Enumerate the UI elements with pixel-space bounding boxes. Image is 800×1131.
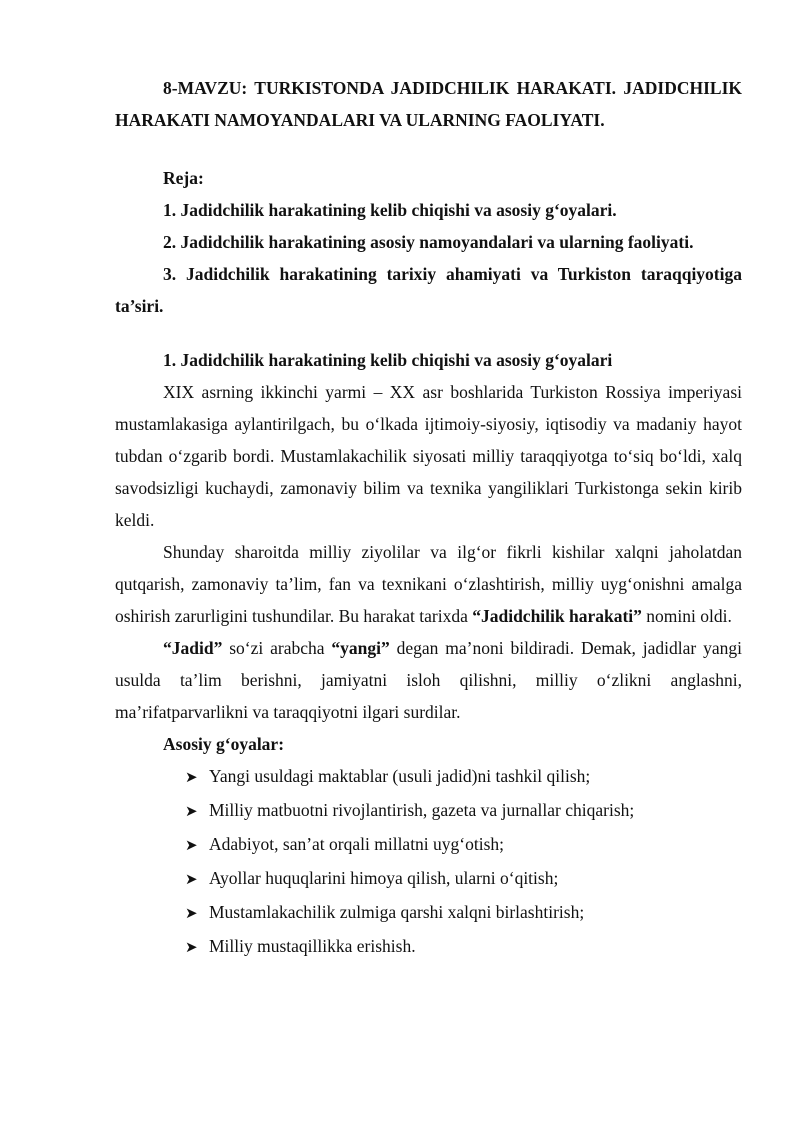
plan-item-1: 1. Jadidchilik harakatining kelib chiqishi va asosiy g‘oyalari. (163, 200, 617, 220)
arrow-bullet-icon: ➤ (185, 872, 198, 888)
goals-heading: Asosiy g‘oyalar: (163, 734, 285, 754)
arrow-bullet-icon: ➤ (185, 838, 198, 854)
paragraph-3-term-1: “Jadid” (163, 638, 223, 658)
list-item (185, 862, 742, 896)
paragraph-3 (115, 632, 742, 728)
list-item (185, 760, 742, 794)
list-item-text: Ayollar huquqlarini himoya qilish, ularni o‘qitish; (209, 868, 559, 888)
page-title: 8-MAVZU: TURKISTONDA JADIDCHILIK HARAKATI. JADIDCHILIK HARAKATI NAMOYANDALARI VA ULARNING FAOLIYATI. (115, 78, 742, 130)
arrow-bullet-icon: ➤ (185, 940, 198, 956)
arrow-bullet-icon: ➤ (185, 906, 198, 922)
paragraph-2 (115, 536, 742, 632)
paragraph-2-tail: nomini oldi. (641, 606, 732, 626)
paragraph-1: XIX asrning ikkinchi yarmi – XX asr boshlarida Turkiston Rossiya imperiyasi mustamlakasiga aylantirilgach, bu o‘lkada ijtimoiy-siyosiy, iqtisodiy va madaniy hayot tubdan o‘zgarib bordi. Mustamlakachilik siyosati milliy taraqqiyotga to‘siq bo‘ldi, xalq savodsizligi kuchaydi, zamonaviy bilim va texnika yangiliklari Turkistonga sekin kirib keldi. (115, 382, 742, 530)
plan-heading: Reja: (163, 168, 204, 188)
list-item-text: Adabiyot, san’at orqali millatni uyg‘otish; (209, 834, 505, 854)
spacer (115, 322, 742, 344)
plan-item-2: 2. Jadidchilik harakatining asosiy namoyandalari va ularning faoliyati. (163, 232, 694, 252)
arrow-bullet-icon: ➤ (185, 770, 198, 786)
spacer (115, 136, 742, 162)
plan-item-3: 3. Jadidchilik harakatining tarixiy ahamiyati va Turkiston taraqqiyotiga ta’siri. (115, 264, 742, 316)
goals-list (115, 760, 742, 964)
list-item (185, 896, 742, 930)
list-item-text: Milliy mustaqillikka erishish. (209, 936, 416, 956)
paragraph-3-term-2: “yangi” (331, 638, 390, 658)
list-item (185, 794, 742, 828)
list-item (185, 930, 742, 964)
paragraph-3-text-2: degan ma’noni bildiradi. Demak, jadidlar yangi usulda ta’lim berishni, jamiyatni isloh qilishni, milliy o‘zlikni anglashni, ma’rifatparvarlikni va taraqqiyotni ilgari surdilar. (115, 638, 742, 722)
section-heading: 1. Jadidchilik harakatining kelib chiqishi va asosiy g‘oyalari (163, 350, 613, 370)
paragraph-3-text-1: so‘zi arabcha (222, 638, 332, 658)
list-item-text: Milliy matbuotni rivojlantirish, gazeta va jurnallar chiqarish; (209, 800, 635, 820)
paragraph-2-term: “Jadidchilik harakati” (472, 606, 642, 626)
list-item (185, 828, 742, 862)
paragraph-2-text: Shunday sharoitda milliy ziyolilar va ilg‘or fikrli kishilar xalqni jaholatdan qutqarish, zamonaviy ta’lim, fan va texnikani o‘zlashtirish, milliy uyg‘onishni amalga oshirish zarurligini tushundilar. Bu harakat tarixda (115, 542, 742, 626)
list-item-text: Mustamlakachilik zulmiga qarshi xalqni birlashtirish; (209, 902, 585, 922)
arrow-bullet-icon: ➤ (185, 804, 198, 820)
list-item-text: Yangi usuldagi maktablar (usuli jadid)ni tashkil qilish; (209, 766, 591, 786)
